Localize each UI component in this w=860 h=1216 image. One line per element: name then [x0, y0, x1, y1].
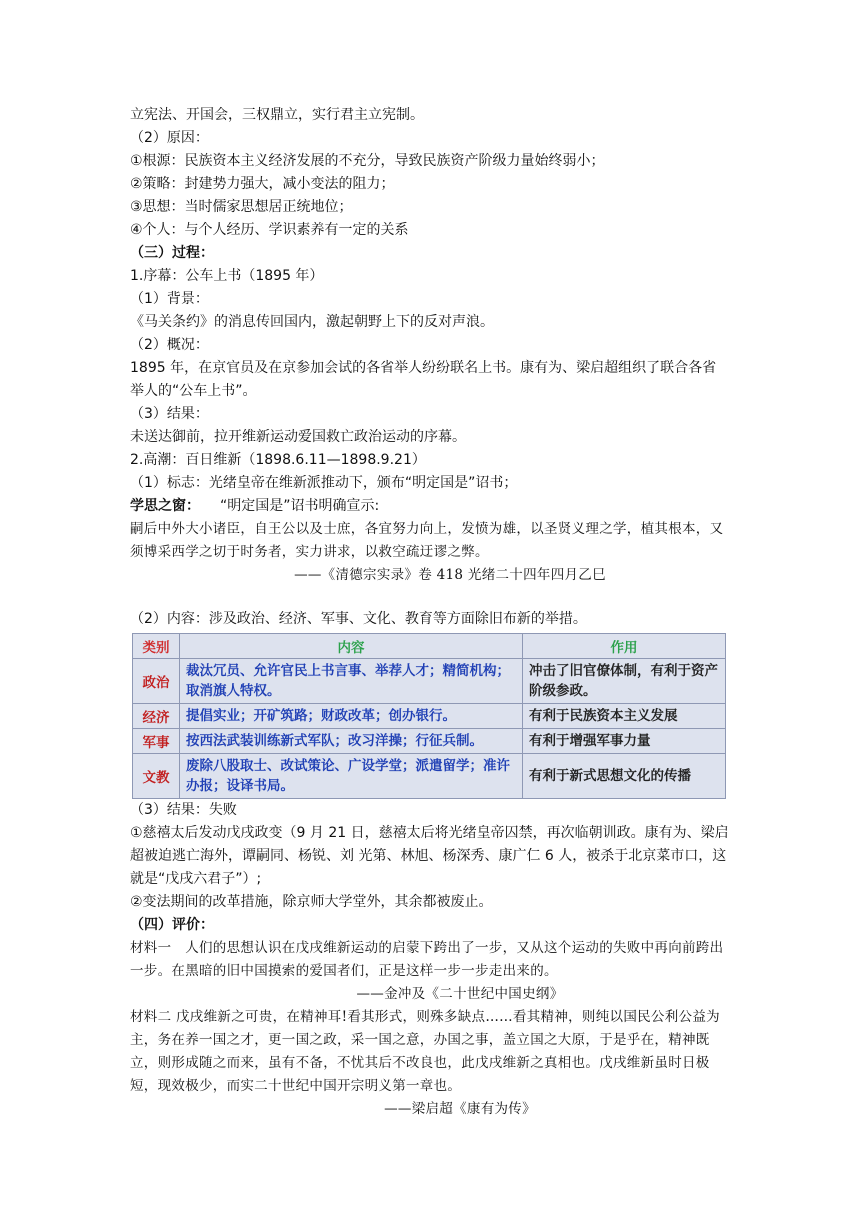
section-heading: （2）原因：	[130, 130, 209, 146]
row-content: 提倡实业；开矿筑路；财政改革；创办银行。	[180, 704, 523, 729]
row-category: 经济	[133, 704, 180, 729]
paragraph: ①慈禧太后发动戊戌政变（9 月 21 日，慈禧太后将光绪皇帝囚禁，再次临朝训政。康有为、梁启超被迫逃亡海外，谭嗣同、杨锐、刘 光第、林旭、杨深秀、康广仁 6 人，被杀于北京菜市口，这就是“戊戌六君子”）;	[130, 825, 729, 887]
row-effect: 有利于新式思想文化的传播	[523, 754, 726, 799]
material-one: 材料一 人们的思想认识在戊戌维新运动的启蒙下跨出了一步，又从这个运动的失败中再向前跨出一步。在黑暗的旧中国摸索的爱国者们，正是这样一步一步走出来的。	[130, 940, 724, 979]
spacer	[130, 587, 730, 608]
paragraph: 1895 年，在京官员及在京参加会试的各省举人纷纷联名上书。康有为、梁启超组织了联合各省举人的“公车上书”。	[130, 360, 717, 399]
header-category: 类别	[133, 634, 180, 659]
table-row	[133, 754, 726, 799]
row-category: 政治	[133, 659, 180, 704]
material-one-source: ——金冲及《二十世纪中国史纲》	[356, 986, 564, 1002]
header-effect: 作用	[523, 634, 726, 659]
para-line: ④个人：与个人经历、学识素养有一定的关系	[130, 222, 409, 238]
table-header-row	[133, 634, 726, 659]
reform-table	[132, 633, 726, 799]
header-content: 内容	[180, 634, 523, 659]
subsection-heading: 2.高潮：百日维新（1898.6.11—1898.9.21）	[130, 452, 426, 468]
row-effect: 有利于增强军事力量	[523, 729, 726, 754]
think-window-label: 学思之窗：	[130, 498, 200, 514]
section-heading: （1）背景：	[130, 291, 209, 307]
row-content: 按西法武装训练新式军队；改习洋操；行征兵制。	[180, 729, 523, 754]
section-heading: （2）概况：	[130, 337, 209, 353]
subsection-heading: 1.序幕：公车上书（1895 年）	[130, 268, 324, 284]
row-category: 文教	[133, 754, 180, 799]
table-row	[133, 704, 726, 729]
quote-text: 嗣后中外大小诸臣，自王公以及士庶，各宜努力向上，发愤为雄，以圣贤义理之学，植其根本，又须博采西学之切于时务者，实力讲求，以救空疏迂谬之弊。	[130, 521, 724, 560]
row-category: 军事	[133, 729, 180, 754]
para-line: ②变法期间的改革措施，除京师大学堂外，其余都被废止。	[130, 894, 493, 910]
table-row	[133, 729, 726, 754]
section-heading: （3）结果：失败	[130, 802, 237, 818]
section-heading: （三）过程：	[130, 245, 214, 261]
para-line: （1）标志：光绪皇帝在维新派推动下，颁布“明定国是”诏书；	[130, 475, 518, 491]
row-content: 废除八股取士、改试策论、广设学堂；派遣留学；准许办报；设译书局。	[180, 754, 523, 799]
para-line: ①根源：民族资本主义经济发展的不充分，导致民族资产阶级力量始终弱小；	[130, 153, 605, 169]
row-effect: 冲击了旧官僚体制，有利于资产阶级参政。	[523, 659, 726, 704]
para-line: （2）内容：涉及政治、经济、军事、文化、教育等方面除旧布新的举措。	[130, 611, 587, 627]
row-effect: 有利于民族资本主义发展	[523, 704, 726, 729]
section-heading: （3）结果：	[130, 406, 209, 422]
think-window	[130, 495, 730, 518]
para-line: 《马关条约》的消息传回国内，激起朝野上下的反对声浪。	[130, 314, 494, 330]
material-two-source: ——梁启超《康有为传》	[384, 1101, 536, 1117]
para-line: ③思想：当时儒家思想居正统地位；	[130, 199, 353, 215]
table-row	[133, 659, 726, 704]
para-line: 立宪法、开国会，三权鼎立，实行君主立宪制。	[130, 107, 424, 123]
section-heading: （四）评价：	[130, 917, 214, 933]
material-two: 材料二 戊戌维新之可贵，在精神耳!看其形式，则殊多缺点……看其精神，则纯以国民公利公益为主，务在养一国之才，更一国之政，采一国之意，办国之事，盖立国之大原，于是乎在，精神既立，则形成随之而来，虽有不备，不忧其后不改良也，此戊戌维新之真相也。戊戌维新虽时日极短，现效极少，而实二十世纪中国开宗明义第一章也。	[130, 1009, 720, 1094]
row-content: 裁汰冗员、允许官民上书言事、举荐人才；精简机构；取消旗人特权。	[180, 659, 523, 704]
quote-source: ——《清德宗实录》卷 418 光绪二十四年四月乙巳	[294, 567, 606, 583]
para-line: 未送达御前，拉开维新运动爱国救亡政治运动的序幕。	[130, 429, 466, 445]
para-line: ②策略：封建势力强大，减小变法的阻力；	[130, 176, 395, 192]
think-window-text: “明定国是”诏书明确宣示:	[220, 498, 380, 514]
document-page	[130, 104, 730, 1121]
